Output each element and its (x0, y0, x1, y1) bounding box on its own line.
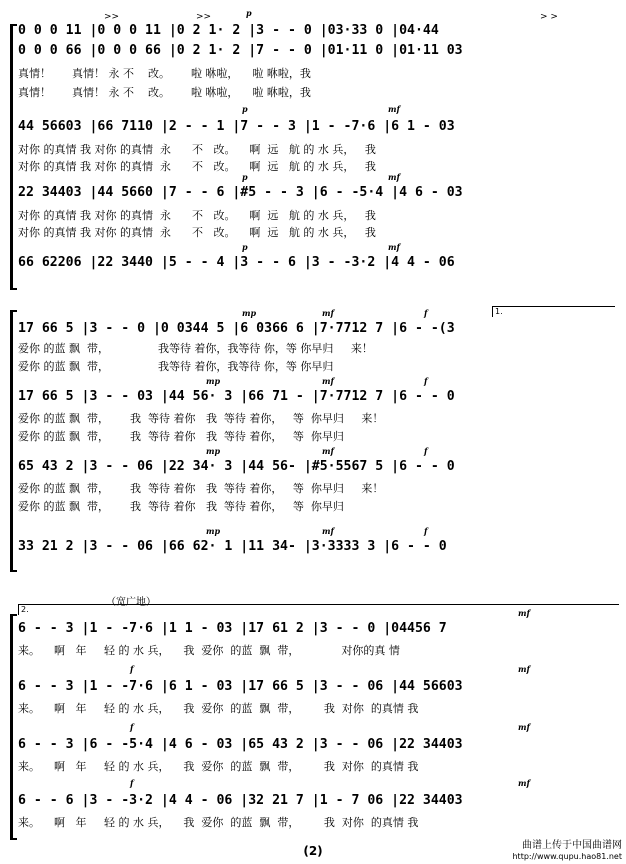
notation-line: 66 62206 |22 3440 |5 - - 4 |3 - - 6 |3 - -3·2 |4 4 - 06 (18, 255, 455, 270)
notation-line: 17 66 5 |3 - - 03 |44 56· 3 |66 71 - |7·7712 7 |6 - - 0 (18, 389, 455, 404)
staff-soprano (18, 22, 618, 42)
staff-alto (18, 678, 618, 698)
dynamic-f-mark: f (130, 664, 134, 674)
notation-line: 0 0 0 11 |0 0 0 11 |0 2 1· 2 |3 - - 0 |03·33 0 |04·44 (18, 23, 439, 38)
notation-line: 6 - - 3 |6 - -5·4 |4 6 - 03 |65 43 2 |3 - - 06 |22 34403 (18, 737, 463, 752)
tempo-marking: （宽广地） (106, 597, 156, 608)
staff-bass (18, 538, 618, 558)
notation-line: 17 66 5 |3 - - 0 |0 0344 5 |6 0366 6 |7·7712 7 |6 - -(3 (18, 321, 455, 336)
dynamic-mf-mark: mf (518, 664, 530, 674)
credit-line: 曲谱上传于中国曲谱网 (522, 840, 622, 851)
credit-url: http://www.qupu.hao81.net (512, 852, 622, 861)
staff-baritone (18, 184, 618, 204)
lyric-line: 对你 的真情 我 对你 的真情 永 不 改。 啊 远 航 的 水 兵， 我 (18, 209, 376, 222)
lyric-line: 爱你 的蓝 飘 带， 我 等待 着你 我 等待 着你， 等 你早归 来！ (18, 412, 384, 425)
staff-tenor (18, 736, 618, 756)
dynamic-mf-mark: mf (322, 376, 334, 386)
notation-line: 22 34403 |44 5660 |7 - - 6 |#5 - - 3 |6 - -5·4 |4 6 - 03 (18, 185, 463, 200)
watermark-credit (512, 840, 622, 862)
dynamic-f-mark: f (424, 308, 428, 318)
lyric-line: 真情！ 真情！ 永 不 改。 啦 咻啦， 啦 咻啦，我 (18, 86, 311, 99)
staff-tenor (18, 458, 618, 478)
staff-bass (18, 254, 618, 274)
staff-tenor (18, 118, 618, 138)
lyric-line: 来。 啊 年 轻 的 水 兵， 我 爱你 的蓝 飘 带， 我 对你 的真情 我 (18, 702, 419, 715)
page-number: (2) (303, 844, 323, 858)
notation-line: 6 - - 6 |3 - -3·2 |4 4 - 06 |32 21 7 |1 - 7 06 |22 34403 (18, 793, 463, 808)
dynamic-mf-mark: mf (518, 608, 530, 618)
dynamic-mf-mark: mf (388, 172, 400, 182)
score-system-2 (10, 302, 618, 572)
dynamic-p-mark: p (246, 8, 252, 18)
dynamic-f-mark: f (130, 778, 134, 788)
dynamic-mp-mark: mp (206, 446, 221, 456)
notation-line: 6 - - 3 |1 - -7·6 |1 1 - 03 |17 61 2 |3 - - 0 |04456 7 (18, 621, 447, 636)
dynamic-p-mark: p (242, 172, 248, 182)
lyric-line: 对你 的真情 我 对你 的真情 永 不 改。 啊 远 航 的 水 兵， 我 (18, 160, 376, 173)
dynamic-mf-mark: mf (322, 308, 334, 318)
system-brace (10, 310, 17, 572)
dynamic-f-mark: f (424, 446, 428, 456)
dynamic-mp-mark: mp (206, 526, 221, 536)
volta-bracket-1: 1. (492, 306, 615, 317)
accent-mark: >> (104, 12, 120, 22)
lyric-line: 爱你 的蓝 飘 带， 我 等待 着你 我 等待 着你， 等 你早归 (18, 500, 344, 513)
lyric-line: 爱你 的蓝 飘 带， 我 等待 着你 我 等待 着你， 等 你早归 (18, 430, 344, 443)
lyric-line: 对你 的真情 我 对你 的真情 永 不 改。 啊 远 航 的 水 兵， 我 (18, 143, 376, 156)
dynamic-mf-mark: mf (388, 242, 400, 252)
lyric-line: 来。 啊 年 轻 的 水 兵， 我 爱你 的蓝 飘 带， 我 对你 的真情 我 (18, 760, 419, 773)
dynamic-mf-mark: mf (518, 722, 530, 732)
accent-mark: > > (540, 12, 558, 22)
notation-line: 44 56603 |66 7110 |2 - - 1 |7 - - 3 |1 - -7·6 |6 1 - 03 (18, 119, 455, 134)
volta-bracket-2: 2. (18, 604, 619, 615)
score-system-3 (10, 604, 618, 838)
dynamic-mf-mark: mf (388, 104, 400, 114)
lyric-line: 来。 啊 年 轻 的 水 兵， 我 爱你 的蓝 飘 带， 对你的真 情 (18, 644, 400, 657)
dynamic-mp-mark: mp (206, 376, 221, 386)
lyric-line: 真情！ 真情！ 永 不 改。 啦 咻啦， 啦 咻啦，我 (18, 67, 311, 80)
notation-line: 65 43 2 |3 - - 06 |22 34· 3 |44 56- |#5·5567 5 |6 - - 0 (18, 459, 455, 474)
staff-bass (18, 792, 618, 812)
staff-alto (18, 388, 618, 408)
accent-mark: >> (196, 12, 212, 22)
dynamic-f-mark: f (130, 722, 134, 732)
dynamic-mp-mark: mp (242, 308, 257, 318)
dynamic-f-mark: f (424, 376, 428, 386)
notation-line: 33 21 2 |3 - - 06 |66 62· 1 |11 34- |3·3333 3 |6 - - 0 (18, 539, 447, 554)
staff-soprano (18, 320, 618, 340)
dynamic-mf-mark: mf (322, 526, 334, 536)
staff-soprano (18, 620, 618, 640)
notation-line: 0 0 0 66 |0 0 0 66 |0 2 1· 2 |7 - - 0 |01·11 0 |01·11 03 (18, 43, 463, 58)
dynamic-mf-mark: mf (322, 446, 334, 456)
dynamic-f-mark: f (424, 526, 428, 536)
lyric-line: 爱你 的蓝 飘 带， 我等待 着你，我等待 你，等 你早归 来！ (18, 342, 373, 355)
system-brace (10, 24, 17, 290)
lyric-line: 爱你 的蓝 飘 带， 我等待 着你，我等待 你，等 你早归 (18, 360, 334, 373)
lyric-line: 对你 的真情 我 对你 的真情 永 不 改。 啊 远 航 的 水 兵， 我 (18, 226, 376, 239)
dynamic-mf-mark: mf (518, 778, 530, 788)
dynamic-p-mark: p (242, 242, 248, 252)
lyric-line: 爱你 的蓝 飘 带， 我 等待 着你 我 等待 着你， 等 你早归 来！ (18, 482, 384, 495)
staff-alto (18, 42, 618, 62)
system-brace (10, 614, 17, 840)
notation-line: 6 - - 3 |1 - -7·6 |6 1 - 03 |17 66 5 |3 - - 06 |44 56603 (18, 679, 463, 694)
lyric-line: 来。 啊 年 轻 的 水 兵， 我 爱你 的蓝 飘 带， 我 对你 的真情 我 (18, 816, 419, 829)
score-system-1 (10, 8, 618, 288)
dynamic-p-mark: p (242, 104, 248, 114)
